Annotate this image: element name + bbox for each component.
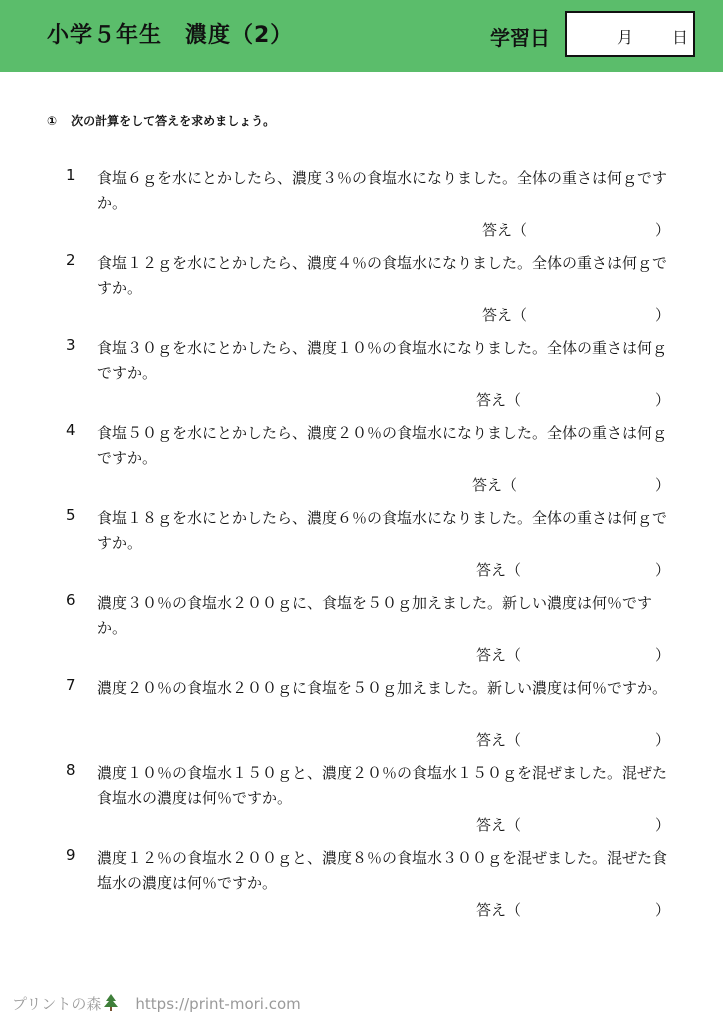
instruction	[47, 112, 275, 129]
problem-text: 濃度１０％の食塩水１５０ｇと、濃度２０％の食塩水１５０ｇを混ぜました。混ぜた食塩水の濃度は何％ですか。	[97, 764, 668, 807]
answer-label: 答え（	[476, 816, 522, 834]
instruction-text: 次の計算をして答えを求めましょう。	[71, 114, 276, 128]
problem-number: 3	[66, 336, 76, 354]
answer-field[interactable]	[476, 899, 671, 920]
problem-text: 濃度３０％の食塩水２００ｇに、食塩を５０ｇ加えました。新しい濃度は何％ですか。	[97, 594, 653, 637]
answer-field[interactable]	[482, 219, 671, 240]
answer-close-paren: ）	[655, 561, 671, 579]
answer-close-paren: ）	[655, 391, 671, 409]
problem-text: 食塩５０ｇを水にとかしたら、濃度２０％の食塩水になりました。全体の重さは何ｇですか。	[97, 424, 668, 467]
tree-icon	[103, 994, 119, 1012]
answer-close-paren: ）	[655, 306, 671, 324]
answer-label: 答え（	[476, 391, 522, 409]
answer-label: 答え（	[472, 476, 518, 494]
site-name: プリントの森	[12, 995, 102, 1013]
answer-close-paren: ）	[655, 901, 671, 919]
answer-label: 答え（	[476, 561, 522, 579]
footer	[12, 993, 301, 1014]
answer-field[interactable]	[476, 814, 671, 835]
answer-field[interactable]	[476, 559, 671, 580]
date-entry-box	[565, 11, 695, 57]
answer-field[interactable]	[472, 474, 671, 495]
worksheet-title: 小学５年生 濃度（2）	[47, 23, 294, 48]
instruction-number: ①	[47, 114, 58, 128]
problem-text: 食塩３０ｇを水にとかしたら、濃度１０％の食塩水になりました。全体の重さは何ｇですか。	[97, 339, 668, 382]
problem-number: 5	[66, 506, 76, 524]
answer-field[interactable]	[476, 729, 671, 750]
answer-close-paren: ）	[655, 646, 671, 664]
answer-close-paren: ）	[655, 816, 671, 834]
answer-close-paren: ）	[655, 476, 671, 494]
answer-label: 答え（	[476, 646, 522, 664]
problem-number: 6	[66, 591, 76, 609]
problem-number: 9	[66, 846, 76, 864]
answer-label: 答え（	[482, 221, 528, 239]
problem-text: 濃度２０％の食塩水２００ｇに食塩を５０ｇ加えました。新しい濃度は何％ですか。	[97, 679, 668, 697]
problem-text: 食塩１２ｇを水にとかしたら、濃度４％の食塩水になりました。全体の重さは何ｇですか。	[97, 254, 668, 297]
problem-text: 食塩１８ｇを水にとかしたら、濃度６％の食塩水になりました。全体の重さは何ｇですか。	[97, 509, 668, 552]
answer-field[interactable]	[482, 304, 671, 325]
problem-number: 4	[66, 421, 76, 439]
problem-number: 8	[66, 761, 76, 779]
answer-label: 答え（	[476, 901, 522, 919]
answer-label: 答え（	[476, 731, 522, 749]
header-bar	[0, 0, 723, 72]
day-label: 日	[672, 28, 689, 47]
answer-close-paren: ）	[655, 221, 671, 239]
month-label: 月	[617, 28, 634, 47]
problem-number: 7	[66, 676, 76, 694]
problem-number: 1	[66, 166, 76, 184]
answer-field[interactable]	[476, 389, 671, 410]
problem-text: 食塩６ｇを水にとかしたら、濃度３％の食塩水になりました。全体の重さは何ｇですか。	[97, 169, 668, 212]
study-date-label: 学習日	[490, 26, 550, 50]
answer-field[interactable]	[476, 644, 671, 665]
problem-number: 2	[66, 251, 76, 269]
answer-label: 答え（	[482, 306, 528, 324]
answer-close-paren: ）	[655, 731, 671, 749]
problem-text: 濃度１２％の食塩水２００ｇと、濃度８％の食塩水３００ｇを混ぜました。混ぜた食塩水の濃度は何％ですか。	[97, 849, 668, 892]
site-url: https://print-mori.com	[135, 995, 301, 1013]
